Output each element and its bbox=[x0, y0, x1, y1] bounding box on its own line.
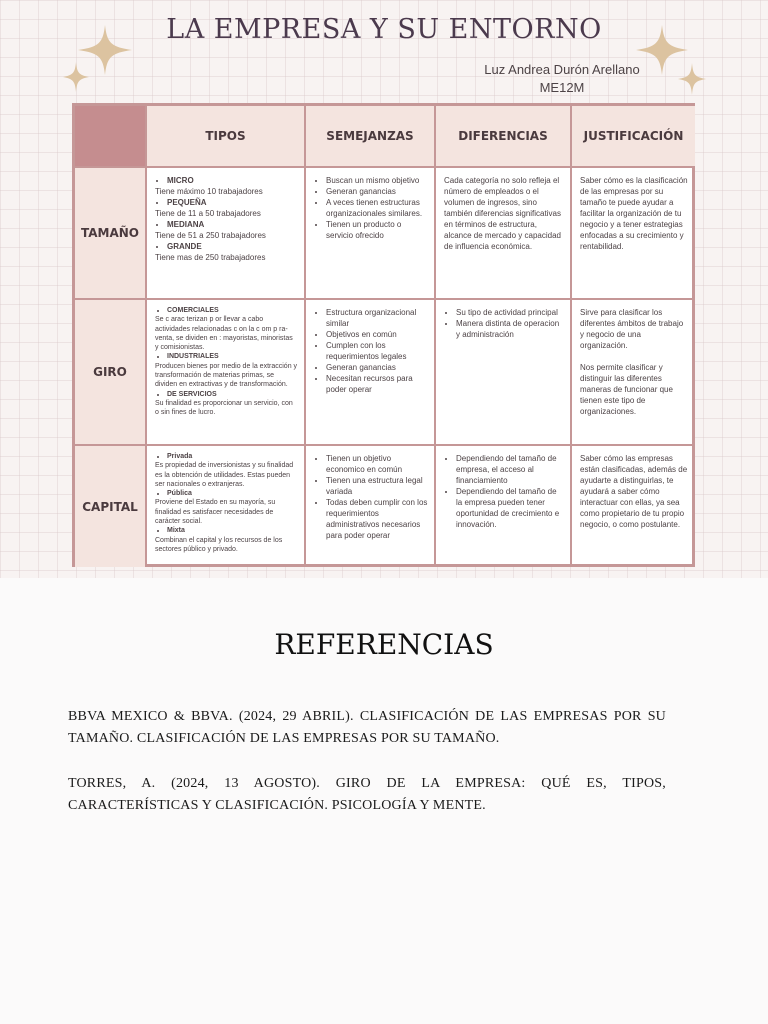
column-header-tipos: TIPOS bbox=[147, 106, 306, 168]
references-title: REFERENCIAS bbox=[274, 628, 494, 661]
type-description: Tiene mas de 250 trabajadores bbox=[155, 253, 266, 262]
list-item: • Cumplen con los requerimientos legales bbox=[326, 340, 428, 362]
list-item: • Necesitan recursos para poder operar bbox=[326, 373, 428, 395]
type-name: MICRO bbox=[167, 176, 194, 185]
type-name: PEQUEÑA bbox=[167, 198, 207, 207]
table-cell bbox=[306, 300, 436, 446]
table-cell bbox=[306, 168, 436, 300]
list-item: • Su tipo de actividad principal bbox=[456, 307, 564, 318]
column-header-diferencias: DIFERENCIAS bbox=[436, 106, 572, 168]
type-name: Pública bbox=[167, 490, 192, 498]
table-corner bbox=[75, 106, 147, 168]
reference-item: BBVA MEXICO & BBVA. (2024, 29 ABRIL). CLASIFICACIÓN DE LAS EMPRESAS POR SU TAMAÑO. CLASIFICACIÓN DE LAS EMPRESAS POR SU TAMAÑO. bbox=[68, 709, 666, 746]
type-name: DE SERVICIOS bbox=[167, 390, 217, 398]
type-name: Mixta bbox=[167, 527, 185, 535]
type-description: Es propiedad de inversionistas y su finalidad es la obtención de utilidades. Estas pueden ser nacionales o extranjeras. bbox=[155, 462, 294, 488]
list-item: • Buscan un mismo objetivo bbox=[326, 175, 428, 186]
list-item: • Generan ganancias bbox=[326, 186, 428, 197]
group-code: ME12M bbox=[539, 80, 585, 95]
table-cell bbox=[147, 168, 306, 300]
spacer bbox=[580, 351, 689, 362]
table-cell bbox=[306, 446, 436, 567]
author-name: Luz Andrea Durón Arellano bbox=[484, 62, 640, 77]
row-header-tamano: TAMAÑO bbox=[75, 168, 147, 300]
type-description: Tiene máximo 10 trabajadores bbox=[155, 187, 263, 196]
justification-text: Sirve para clasificar los diferentes ámbitos de trabajo y negocio de una organización. bbox=[580, 308, 684, 350]
type-description: Producen bienes por medio de la extracción y transformación de materias primas, se dividen en extractivas y de transformación. bbox=[155, 362, 298, 389]
list-item: • Objetivos en común bbox=[326, 329, 428, 340]
column-header-justificacion: JUSTIFICACIÓN bbox=[572, 106, 695, 168]
list-item: • Tienen un objetivo economico en común bbox=[326, 453, 428, 475]
type-name: Privada bbox=[167, 453, 193, 460]
comparison-table bbox=[72, 103, 695, 567]
sparkle-star-icon bbox=[63, 62, 89, 92]
list-item: • A veces tienen estructuras organizacionales similares. bbox=[326, 197, 428, 219]
list-item: • Dependiendo del tamaño de empresa, el acceso al financiamiento bbox=[456, 453, 564, 486]
type-description: Tiene de 51 a 250 trabajadores bbox=[155, 231, 266, 240]
justification-text: Nos permite clasificar y distinguir las diferentes maneras de funcionar que tienen este tipo de organizaciones. bbox=[580, 363, 673, 416]
page-title: LA EMPRESA Y SU ENTORNO bbox=[166, 14, 602, 45]
type-name: MEDIANA bbox=[167, 220, 205, 229]
column-header-semejanzas: SEMEJANZAS bbox=[306, 106, 436, 168]
list-item: • Generan ganancias bbox=[326, 362, 428, 373]
table-cell bbox=[147, 300, 306, 446]
type-description: Tiene de 11 a 50 trabajadores bbox=[155, 209, 261, 218]
table-cell: Saber cómo las empresas están clasificadas, además de ayudarte a distinguirlas, te ayudará a saber cómo interactuar con ellas, ya sea como propietario de tu propio negocio, o como postulante. bbox=[580, 454, 688, 529]
type-description: Se c arac terizan p or llevar a cabo actividades relacionadas c on la c om p ra-venta, se dividen en : mayoristas, minoristas y comisionistas. bbox=[155, 316, 293, 352]
table-cell: Saber cómo es la clasificación de las empresas por su tamaño te puede ayudar a facilitar la organización de tu negocio y a tener estrategias enfocadas a su crecimiento y rentabilidad. bbox=[572, 168, 695, 300]
type-description: Combinan el capital y los recursos de los sectores público y privado. bbox=[155, 536, 283, 553]
table-cell bbox=[436, 446, 572, 567]
row-header-giro: GIRO bbox=[75, 300, 147, 446]
type-description: Su finalidad es proporcionar un servicio, con o sin fines de lucro. bbox=[155, 399, 293, 417]
list-item: • Tienen un producto o servicio ofrecido bbox=[326, 219, 428, 241]
type-name: GRANDE bbox=[167, 242, 202, 251]
sparkle-star-icon bbox=[678, 63, 706, 95]
list-item: • Manera distinta de operacion y administración bbox=[456, 318, 564, 340]
row-header-capital: CAPITAL bbox=[75, 446, 147, 567]
table-cell bbox=[436, 300, 572, 446]
type-description: Proviene del Estado en su mayoría, su finalidad es satisfacer necesidades de carácter social. bbox=[155, 499, 276, 526]
type-name: COMERCIALES bbox=[167, 307, 219, 314]
table-cell bbox=[572, 300, 695, 446]
list-item: • Todas deben cumplir con los requerimientos administrativos necesarios para poder operar bbox=[326, 497, 428, 541]
list-item: • Estructura organizacional similar bbox=[326, 307, 428, 329]
type-name: INDUSTRIALES bbox=[167, 353, 219, 361]
list-item: • Dependiendo del tamaño de la empresa pueden tener oportunidad de crecimiento e innovación. bbox=[456, 486, 564, 530]
author-block bbox=[470, 61, 654, 97]
table-cell: Cada categoría no solo refleja el número de empleados o el volumen de ingresos, sino también diferencias significativas en términos de estructura, alcance de mercado y capacidad de influencia económica. bbox=[436, 168, 572, 300]
reference-item: TORRES, A. (2024, 13 AGOSTO). GIRO DE LA EMPRESA: QUÉ ES, TIPOS, CARACTERÍSTICAS Y CLASIFICACIÓN. PSICOLOGÍA Y MENTE. bbox=[68, 776, 666, 813]
table-cell bbox=[147, 446, 306, 567]
list-item: • Tienen una estructura legal variada bbox=[326, 475, 428, 497]
